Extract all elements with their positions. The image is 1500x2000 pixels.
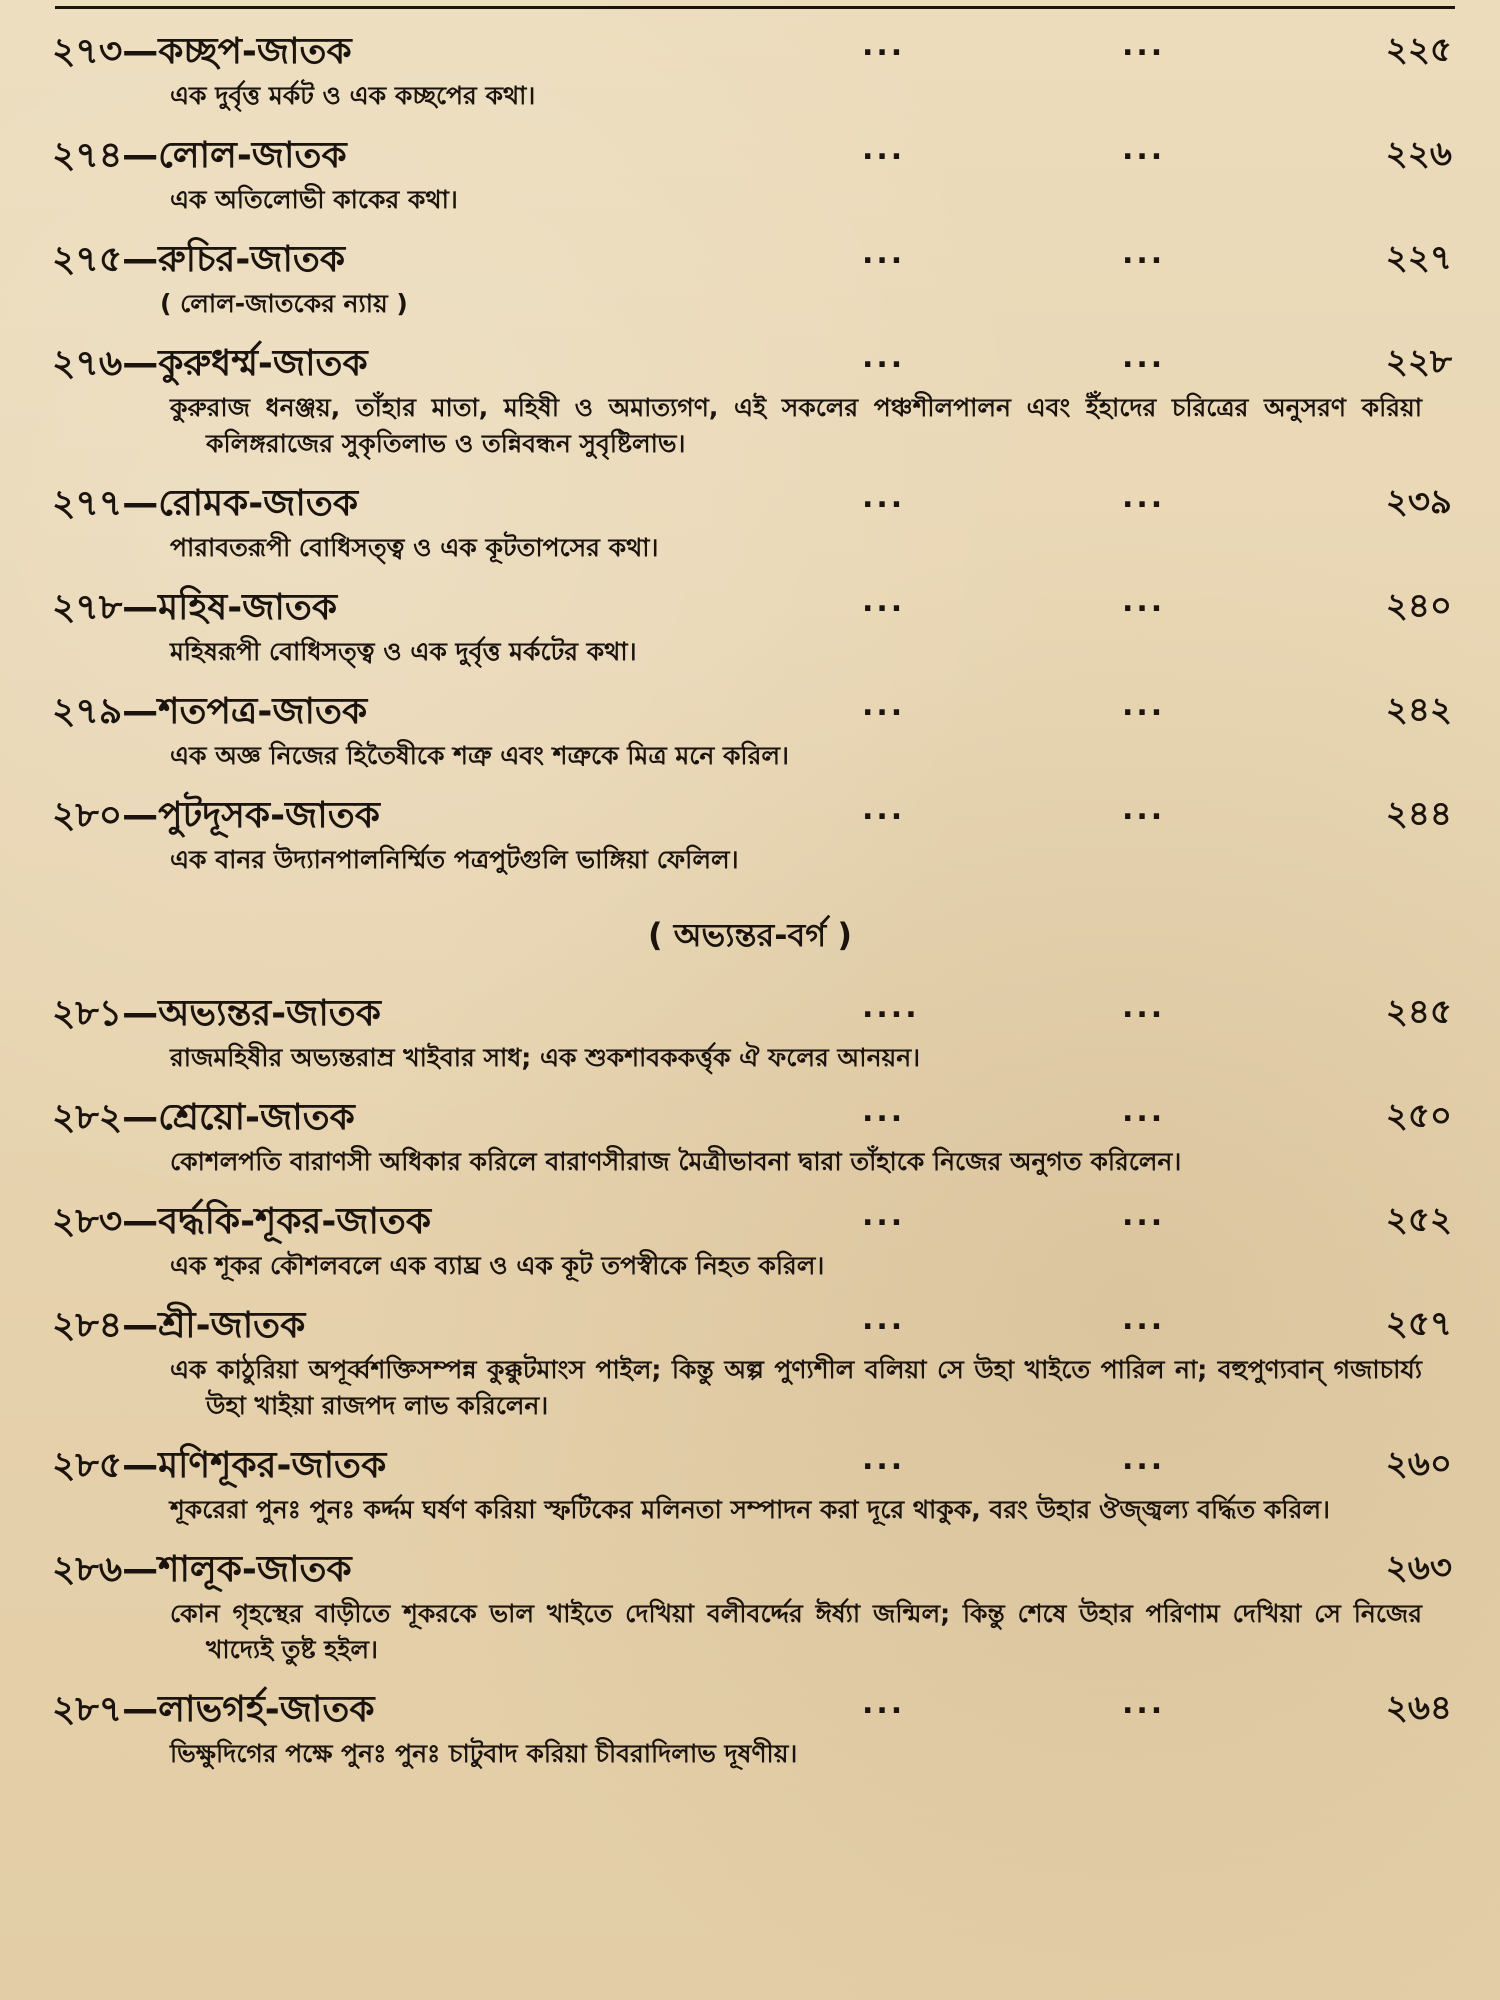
page-number: ২২৬: [1385, 134, 1452, 174]
entry-summary: কোন গৃহস্থের বাড়ীতে শূকরকে ভাল খাইতে দেখিয়া বলীবর্দ্দের ঈর্ষ্যা জন্মিল; কিন্তু শেষে উহার পরিণাম দেখিয়া সে নিজের খাদ্যেই তুষ্ট হইল।: [170, 1599, 1422, 1664]
leader-dots: ....: [862, 990, 920, 1025]
toc-entry: [0, 982, 1500, 1086]
toc-entry: [0, 472, 1500, 576]
toc-entry: [0, 576, 1500, 680]
entry-header: [0, 1190, 1500, 1248]
page-number: ২৪৫: [1385, 992, 1452, 1032]
entry-title: ২৭৭—রোমক-জাতক: [52, 483, 359, 524]
leader-dots: ...: [862, 480, 906, 515]
entry-summary: কুরুরাজ ধনঞ্জয়, তাঁহার মাতা, মহিষী ও অমাত্যগণ, এই সকলের পঞ্চশীলপালন এবং ইঁহাদের চরিত্রের অনুসরণ করিয়া কলিঙ্গরাজের সুকৃতিলাভ ও তন্নিবন্ধন সুবৃষ্টিলাভ।: [170, 393, 1422, 458]
entry-summary: ( লোল-জাতকের ন্যায় ): [160, 289, 408, 318]
leader-dots: ...: [1122, 990, 1166, 1025]
page-number: ২৬০: [1385, 1444, 1452, 1484]
entry-header: [0, 982, 1500, 1040]
entry-summary: শূকরেরা পুনঃ পুনঃ কর্দ্দম ঘর্ষণ করিয়া স্ফটিকের মলিনতা সম্পাদন করা দূরে থাকুক, বরং উহার ঔজ্জ্বল্য বর্দ্ধিত করিল।: [170, 1495, 1330, 1524]
page-number: ২৩৯: [1385, 482, 1452, 522]
toc-entry: [0, 680, 1500, 784]
leader-dots: ...: [862, 1442, 906, 1477]
entry-title: ২৭৯—শতপত্র-জাতক: [52, 691, 368, 732]
toc-entry: [0, 784, 1500, 888]
leader-dots: ...: [1122, 340, 1166, 375]
entry-gap: [0, 670, 1500, 680]
toc-entry: [0, 20, 1500, 124]
entry-header: [0, 1086, 1500, 1144]
entry-gap: [0, 1180, 1500, 1190]
leader-dots: ...: [862, 584, 906, 619]
entry-summary: রাজমহিষীর অভ্যন্তরাম্র খাইবার সাধ; এক শুকশাবককর্ত্তৃক ঐ ফলের আনয়ন।: [170, 1043, 921, 1072]
leader-dots: ...: [1122, 1442, 1166, 1477]
entry-gap: [0, 1424, 1500, 1434]
leader-dots: ...: [1122, 480, 1166, 515]
entry-title: ২৮৫—মণিশূকর-জাতক: [52, 1445, 387, 1486]
entry-header: [0, 1434, 1500, 1492]
page-number: ২৫৭: [1385, 1304, 1452, 1344]
leader-dots: ...: [862, 1302, 906, 1337]
entry-gap: [0, 1528, 1500, 1538]
page-number: ২৪২: [1385, 690, 1452, 730]
leader-dots: ...: [1122, 28, 1166, 63]
leader-dots: ...: [862, 28, 906, 63]
leader-dots: ...: [1122, 132, 1166, 167]
entry-title: ২৮২—শ্রেয়ো-জাতক: [52, 1097, 355, 1138]
entry-gap: [0, 218, 1500, 228]
entry-title: ২৮৬—শালূক-জাতক: [52, 1549, 352, 1590]
entry-summary: মহিষরূপী বোধিসত্ত্ব ও এক দুর্বৃত্ত মর্কটের কথা।: [170, 637, 637, 666]
entry-title: ২৮৪—শ্রী-জাতক: [52, 1305, 306, 1346]
leader-dots: ...: [862, 792, 906, 827]
entry-summary: পারাবতরূপী বোধিসত্ত্ব ও এক কূটতাপসের কথা।: [170, 533, 659, 562]
toc-entry: [0, 228, 1500, 332]
entry-title: ২৮৭—লাভগর্হ-জাতক: [52, 1689, 375, 1730]
page-number: ২৫০: [1385, 1096, 1452, 1136]
entry-summary: ভিক্ষুদিগের পক্ষে পুনঃ পুনঃ চাটুবাদ করিয়া চীবরাদিলাভ দূষণীয়।: [170, 1739, 798, 1768]
entry-header: [0, 576, 1500, 634]
entry-summary: এক অজ্ঞ নিজের হিতৈষীকে শত্রু এবং শত্রুকে মিত্র মনে করিল।: [170, 741, 789, 770]
page-number: ২২৫: [1385, 30, 1452, 70]
leader-dots: ...: [862, 1094, 906, 1129]
entry-header: [0, 1538, 1500, 1596]
entry-gap: [0, 462, 1500, 472]
entry-header: [0, 124, 1500, 182]
toc-entry: [0, 1294, 1500, 1434]
top-rule: [55, 6, 1455, 9]
entry-title: ২৭৬—কুরুধর্ম্ম-জাতক: [52, 343, 368, 384]
leader-dots: ...: [862, 1686, 906, 1721]
entry-header: [0, 1678, 1500, 1736]
leader-dots: ...: [1122, 1094, 1166, 1129]
leader-dots: ...: [862, 132, 906, 167]
entry-summary: এক শূকর কৌশলবলে এক ব্যাঘ্র ও এক কূট তপস্বীকে নিহত করিল।: [170, 1251, 825, 1280]
entry-title: ২৭৩—কচ্ছপ-জাতক: [52, 31, 352, 72]
section-heading: ( অভ্যন্তর-বর্গ ): [647, 916, 853, 954]
entry-gap: [0, 566, 1500, 576]
entry-title: ২৭৪—লোল-জাতক: [52, 135, 347, 176]
page-number: ২২৮: [1385, 342, 1452, 382]
entry-header: [0, 20, 1500, 78]
toc-entry: [0, 1538, 1500, 1678]
toc-entry: [0, 1678, 1500, 1782]
entry-gap: [0, 878, 1500, 888]
page-number: ২৪০: [1385, 586, 1452, 626]
leader-dots: ...: [1122, 1302, 1166, 1337]
entry-gap: [0, 774, 1500, 784]
entry-gap: [0, 1076, 1500, 1086]
entry-header: [0, 1294, 1500, 1352]
leader-dots: ...: [1122, 792, 1166, 827]
entry-summary: এক বানর উদ্যানপালনির্ম্মিত পত্রপুটগুলি ভাঙ্গিয়া ফেলিল।: [170, 845, 739, 874]
entry-header: [0, 680, 1500, 738]
toc-entry: [0, 124, 1500, 228]
entry-title: ২৭৫—রুচির-জাতক: [52, 239, 346, 280]
entry-title: ২৮৩—বর্দ্ধকি-শূকর-জাতক: [52, 1201, 432, 1242]
toc-entry: [0, 1086, 1500, 1190]
entry-title: ২৮১—অভ্যন্তর-জাতক: [52, 993, 381, 1034]
leader-dots: ...: [862, 340, 906, 375]
leader-dots: ...: [862, 236, 906, 271]
page-number: ২৬৪: [1385, 1688, 1452, 1728]
page-number: ২৬৩: [1385, 1548, 1452, 1588]
entry-header: [0, 784, 1500, 842]
entry-gap: [0, 322, 1500, 332]
entry-gap: [0, 1284, 1500, 1294]
entry-header: [0, 332, 1500, 390]
toc-entry: [0, 1434, 1500, 1538]
entry-gap: [0, 1772, 1500, 1782]
entry-title: ২৮০—পুটদূসক-জাতক: [52, 795, 380, 836]
entry-summary: কোশলপতি বারাণসী অধিকার করিলে বারাণসীরাজ মৈত্রীভাবনা দ্বারা তাঁহাকে নিজের অনুগত করিলেন।: [170, 1147, 1182, 1176]
leader-dots: ...: [862, 1198, 906, 1233]
leader-dots: ...: [1122, 584, 1166, 619]
entry-summary: এক কাঠুরিয়া অপূর্ব্বশক্তিসম্পন্ন কুক্কুটমাংস পাইল; কিন্তু অল্প পুণ্যশীল বলিয়া সে উহা খাইতে পারিল না; বহুপুণ্যবান্ গজাচার্য্য উহা খাইয়া রাজপদ লাভ করিলেন।: [170, 1355, 1422, 1420]
entry-header: [0, 228, 1500, 286]
entry-summary: এক অতিলোভী কাকের কথা।: [170, 185, 458, 214]
toc-entry: [0, 332, 1500, 472]
leader-dots: ...: [1122, 236, 1166, 271]
entry-header: [0, 472, 1500, 530]
entry-gap: [0, 1668, 1500, 1678]
leader-dots: ...: [1122, 688, 1166, 723]
toc-entry: [0, 1190, 1500, 1294]
entry-title: ২৭৮—মহিষ-জাতক: [52, 587, 338, 628]
entry-gap: [0, 114, 1500, 124]
page-number: ২২৭: [1385, 238, 1452, 278]
leader-dots: ...: [1122, 1198, 1166, 1233]
leader-dots: ...: [1122, 1686, 1166, 1721]
table-of-contents: [0, 20, 1500, 1782]
entry-summary: এক দুর্বৃত্ত মর্কট ও এক কচ্ছপের কথা।: [170, 81, 536, 110]
leader-dots: ...: [862, 688, 906, 723]
page-number: ২৪৪: [1385, 794, 1452, 834]
page-number: ২৫২: [1385, 1200, 1452, 1240]
